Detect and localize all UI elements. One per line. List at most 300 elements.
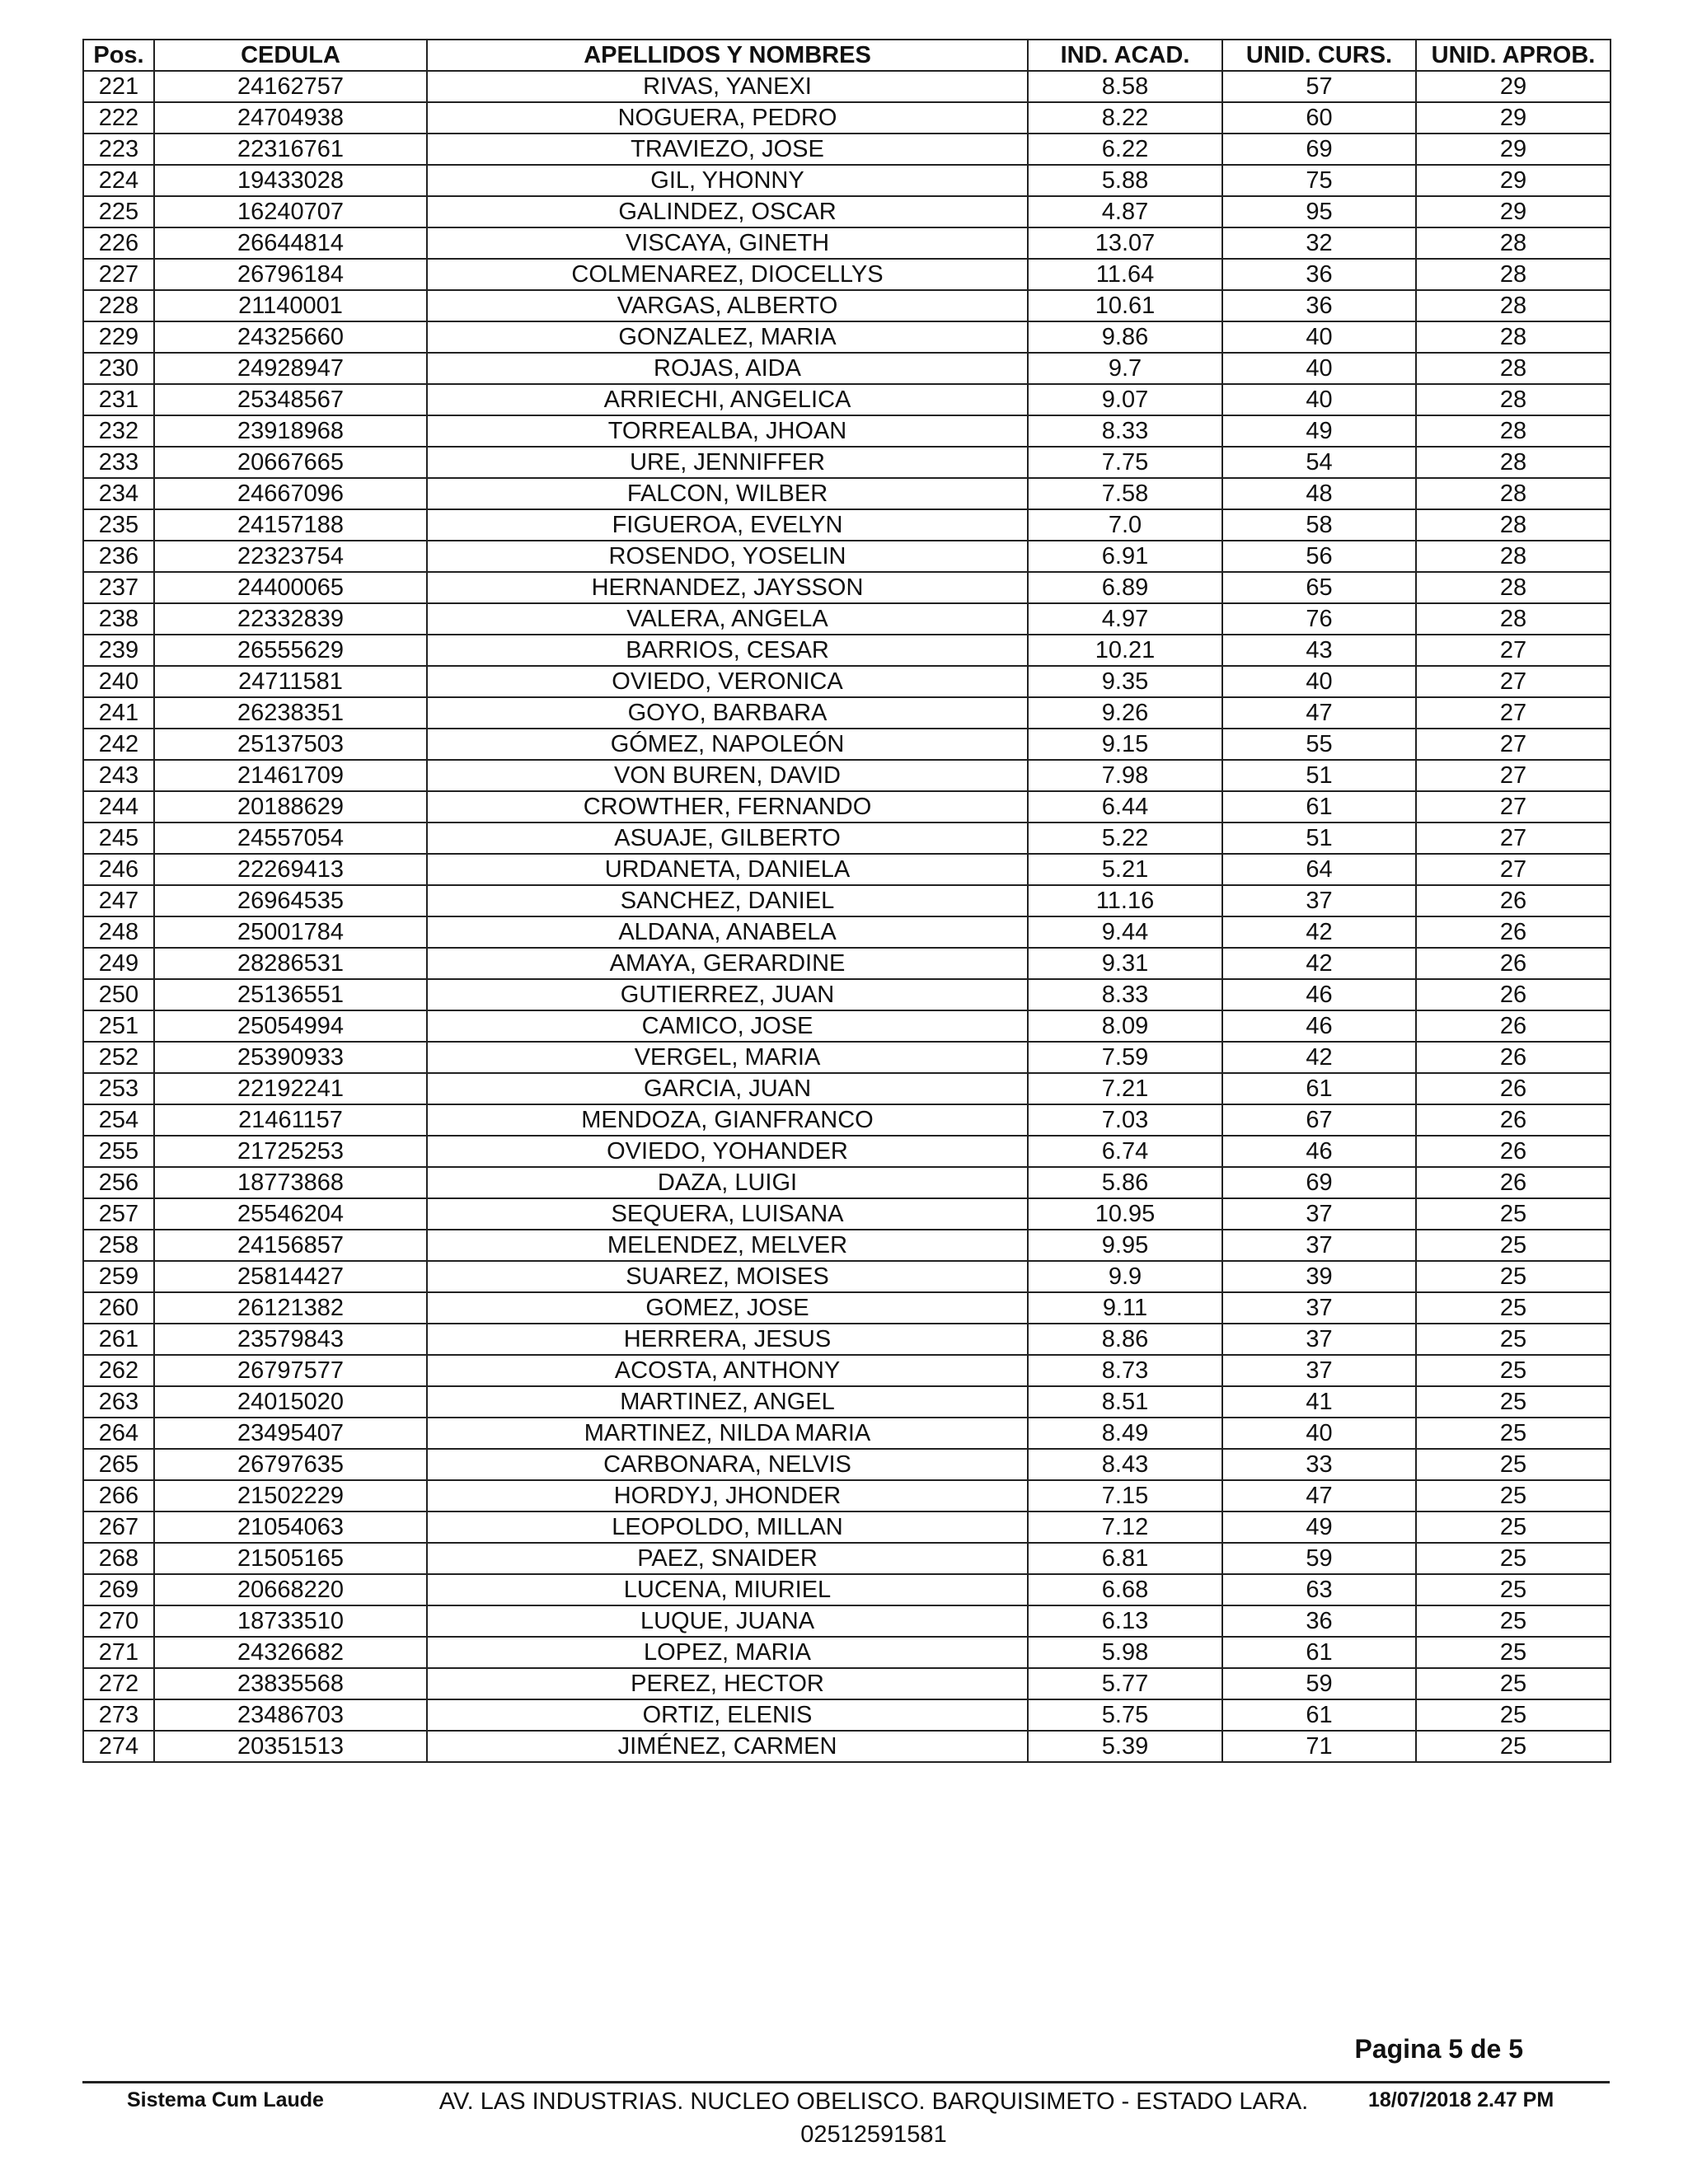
unid-curs-cell: 69 [1222, 134, 1416, 165]
table-row [83, 290, 1611, 321]
cedula-cell: 25348567 [154, 384, 427, 415]
table-row [83, 916, 1611, 948]
unid-aprob-cell: 25 [1416, 1605, 1611, 1637]
pos-cell: 264 [83, 1418, 154, 1449]
name-cell: GÓMEZ, NAPOLEÓN [427, 729, 1028, 760]
unid-curs-cell: 46 [1222, 1136, 1416, 1167]
ind-acad-cell: 9.7 [1028, 353, 1222, 384]
unid-aprob-cell: 26 [1416, 1010, 1611, 1042]
unid-curs-cell: 76 [1222, 603, 1416, 635]
pos-cell: 260 [83, 1292, 154, 1324]
pos-cell: 262 [83, 1355, 154, 1386]
pos-cell: 242 [83, 729, 154, 760]
cedula-cell: 19433028 [154, 165, 427, 196]
ind-acad-cell: 8.33 [1028, 979, 1222, 1010]
cedula-cell: 25390933 [154, 1042, 427, 1073]
unid-aprob-cell: 25 [1416, 1292, 1611, 1324]
ind-acad-cell: 7.12 [1028, 1511, 1222, 1543]
unid-curs-cell: 46 [1222, 1010, 1416, 1042]
cedula-cell: 26644814 [154, 227, 427, 259]
name-cell: VISCAYA, GINETH [427, 227, 1028, 259]
pos-cell: 230 [83, 353, 154, 384]
system-name: Sistema Cum Laude [127, 2088, 324, 2111]
ind-acad-cell: 8.51 [1028, 1386, 1222, 1418]
ind-acad-cell: 7.59 [1028, 1042, 1222, 1073]
unid-curs-cell: 36 [1222, 1605, 1416, 1637]
unid-curs-cell: 46 [1222, 979, 1416, 1010]
unid-curs-cell: 47 [1222, 697, 1416, 729]
page-number: Pagina 5 de 5 [1354, 2034, 1523, 2064]
student-ranking-table [82, 39, 1611, 1763]
name-cell: ROJAS, AIDA [427, 353, 1028, 384]
ind-acad-cell: 5.75 [1028, 1699, 1222, 1731]
name-cell: TRAVIEZO, JOSE [427, 134, 1028, 165]
pos-cell: 225 [83, 196, 154, 227]
unid-curs-cell: 56 [1222, 541, 1416, 572]
pos-cell: 231 [83, 384, 154, 415]
name-cell: PEREZ, HECTOR [427, 1668, 1028, 1699]
name-cell: GOMEZ, JOSE [427, 1292, 1028, 1324]
table-row [83, 854, 1611, 885]
name-cell: ORTIZ, ELENIS [427, 1699, 1028, 1731]
pos-cell: 235 [83, 509, 154, 541]
unid-curs-cell: 59 [1222, 1668, 1416, 1699]
name-cell: GIL, YHONNY [427, 165, 1028, 196]
unid-aprob-cell: 25 [1416, 1418, 1611, 1449]
table-row [83, 729, 1611, 760]
pos-cell: 248 [83, 916, 154, 948]
table-row [83, 1511, 1611, 1543]
cedula-cell: 26964535 [154, 885, 427, 916]
table-row [83, 1292, 1611, 1324]
unid-aprob-cell: 27 [1416, 791, 1611, 823]
unid-curs-cell: 36 [1222, 290, 1416, 321]
cedula-cell: 26796184 [154, 259, 427, 290]
pos-cell: 261 [83, 1324, 154, 1355]
unid-aprob-cell: 28 [1416, 415, 1611, 447]
ind-acad-cell: 8.09 [1028, 1010, 1222, 1042]
ind-acad-cell: 6.44 [1028, 791, 1222, 823]
unid-aprob-cell: 26 [1416, 979, 1611, 1010]
unid-aprob-cell: 29 [1416, 165, 1611, 196]
pos-cell: 270 [83, 1605, 154, 1637]
ind-acad-cell: 9.35 [1028, 666, 1222, 697]
pos-cell: 273 [83, 1699, 154, 1731]
cedula-cell: 24157188 [154, 509, 427, 541]
ind-acad-cell: 6.13 [1028, 1605, 1222, 1637]
unid-curs-cell: 64 [1222, 854, 1416, 885]
cedula-cell: 25136551 [154, 979, 427, 1010]
unid-curs-cell: 37 [1222, 1198, 1416, 1230]
ind-acad-cell: 8.33 [1028, 415, 1222, 447]
ind-acad-cell: 8.58 [1028, 71, 1222, 102]
pos-cell: 224 [83, 165, 154, 196]
ind-acad-cell: 9.11 [1028, 1292, 1222, 1324]
pos-cell: 227 [83, 259, 154, 290]
cedula-cell: 26121382 [154, 1292, 427, 1324]
pos-cell: 259 [83, 1261, 154, 1292]
ind-acad-cell: 8.49 [1028, 1418, 1222, 1449]
cedula-cell: 22269413 [154, 854, 427, 885]
table-row [83, 165, 1611, 196]
pos-cell: 268 [83, 1543, 154, 1574]
pos-cell: 228 [83, 290, 154, 321]
table-row [83, 1605, 1611, 1637]
pos-cell: 274 [83, 1731, 154, 1762]
name-cell: NOGUERA, PEDRO [427, 102, 1028, 134]
unid-curs-cell: 37 [1222, 1324, 1416, 1355]
pos-cell: 246 [83, 854, 154, 885]
cedula-cell: 20188629 [154, 791, 427, 823]
table-row [83, 541, 1611, 572]
cedula-cell: 26555629 [154, 635, 427, 666]
footer-address-block [396, 2085, 1352, 2151]
ind-acad-cell: 10.21 [1028, 635, 1222, 666]
unid-curs-cell: 49 [1222, 415, 1416, 447]
unid-curs-cell: 75 [1222, 165, 1416, 196]
unid-curs-cell: 55 [1222, 729, 1416, 760]
ind-acad-cell: 9.9 [1028, 1261, 1222, 1292]
name-cell: GARCIA, JUAN [427, 1073, 1028, 1104]
table-row [83, 1261, 1611, 1292]
unid-aprob-cell: 25 [1416, 1543, 1611, 1574]
ind-acad-cell: 8.86 [1028, 1324, 1222, 1355]
cedula-cell: 24325660 [154, 321, 427, 353]
ind-acad-cell: 8.73 [1028, 1355, 1222, 1386]
ind-acad-cell: 9.31 [1028, 948, 1222, 979]
name-cell: GONZALEZ, MARIA [427, 321, 1028, 353]
name-cell: ACOSTA, ANTHONY [427, 1355, 1028, 1386]
table-row [83, 1449, 1611, 1480]
table-row [83, 1230, 1611, 1261]
cedula-cell: 24326682 [154, 1637, 427, 1668]
unid-aprob-cell: 26 [1416, 948, 1611, 979]
cedula-cell: 25054994 [154, 1010, 427, 1042]
unid-curs-cell: 37 [1222, 1355, 1416, 1386]
table-row [83, 134, 1611, 165]
name-cell: CAMICO, JOSE [427, 1010, 1028, 1042]
pos-cell: 272 [83, 1668, 154, 1699]
cedula-cell: 22332839 [154, 603, 427, 635]
ind-acad-cell: 4.97 [1028, 603, 1222, 635]
cedula-cell: 23835568 [154, 1668, 427, 1699]
pos-cell: 267 [83, 1511, 154, 1543]
table-row [83, 1543, 1611, 1574]
ind-acad-cell: 6.91 [1028, 541, 1222, 572]
unid-curs-cell: 69 [1222, 1167, 1416, 1198]
table-row [83, 572, 1611, 603]
ind-acad-cell: 10.95 [1028, 1198, 1222, 1230]
unid-aprob-cell: 28 [1416, 259, 1611, 290]
cedula-cell: 24015020 [154, 1386, 427, 1418]
name-cell: MELENDEZ, MELVER [427, 1230, 1028, 1261]
cedula-cell: 24667096 [154, 478, 427, 509]
unid-aprob-cell: 26 [1416, 1073, 1611, 1104]
name-cell: GOYO, BARBARA [427, 697, 1028, 729]
unid-curs-cell: 36 [1222, 259, 1416, 290]
unid-curs-cell: 58 [1222, 509, 1416, 541]
cedula-cell: 21502229 [154, 1480, 427, 1511]
unid-curs-cell: 61 [1222, 791, 1416, 823]
header-nombres: APELLIDOS Y NOMBRES [427, 40, 1028, 71]
pos-cell: 229 [83, 321, 154, 353]
unid-curs-cell: 65 [1222, 572, 1416, 603]
unid-aprob-cell: 27 [1416, 760, 1611, 791]
ind-acad-cell: 5.22 [1028, 823, 1222, 854]
table-row [83, 384, 1611, 415]
ind-acad-cell: 6.22 [1028, 134, 1222, 165]
unid-aprob-cell: 28 [1416, 541, 1611, 572]
cedula-cell: 26797577 [154, 1355, 427, 1386]
cedula-cell: 24704938 [154, 102, 427, 134]
unid-curs-cell: 40 [1222, 1418, 1416, 1449]
name-cell: PAEZ, SNAIDER [427, 1543, 1028, 1574]
pos-cell: 249 [83, 948, 154, 979]
cedula-cell: 24162757 [154, 71, 427, 102]
name-cell: ALDANA, ANABELA [427, 916, 1028, 948]
unid-curs-cell: 60 [1222, 102, 1416, 134]
cedula-cell: 23495407 [154, 1418, 427, 1449]
name-cell: ROSENDO, YOSELIN [427, 541, 1028, 572]
pos-cell: 223 [83, 134, 154, 165]
unid-aprob-cell: 26 [1416, 1136, 1611, 1167]
unid-curs-cell: 95 [1222, 196, 1416, 227]
name-cell: LUQUE, JUANA [427, 1605, 1028, 1637]
unid-curs-cell: 54 [1222, 447, 1416, 478]
pos-cell: 252 [83, 1042, 154, 1073]
unid-aprob-cell: 25 [1416, 1731, 1611, 1762]
pos-cell: 240 [83, 666, 154, 697]
unid-aprob-cell: 25 [1416, 1511, 1611, 1543]
unid-aprob-cell: 25 [1416, 1386, 1611, 1418]
pos-cell: 245 [83, 823, 154, 854]
unid-curs-cell: 41 [1222, 1386, 1416, 1418]
name-cell: FIGUEROA, EVELYN [427, 509, 1028, 541]
name-cell: GALINDEZ, OSCAR [427, 196, 1028, 227]
table-row [83, 321, 1611, 353]
table-row [83, 1167, 1611, 1198]
name-cell: MENDOZA, GIANFRANCO [427, 1104, 1028, 1136]
address: AV. LAS INDUSTRIAS. NUCLEO OBELISCO. BARQUISIMETO - ESTADO LARA. [438, 2088, 1309, 2115]
unid-curs-cell: 48 [1222, 478, 1416, 509]
table-row [83, 415, 1611, 447]
header-unid-curs: UNID. CURS. [1222, 40, 1416, 71]
cedula-cell: 25137503 [154, 729, 427, 760]
table-row [83, 1418, 1611, 1449]
ind-acad-cell: 6.68 [1028, 1574, 1222, 1605]
ind-acad-cell: 13.07 [1028, 227, 1222, 259]
cedula-cell: 23918968 [154, 415, 427, 447]
table-row [83, 948, 1611, 979]
table-row [83, 1386, 1611, 1418]
unid-aprob-cell: 28 [1416, 290, 1611, 321]
cedula-cell: 24400065 [154, 572, 427, 603]
unid-aprob-cell: 27 [1416, 823, 1611, 854]
name-cell: FALCON, WILBER [427, 478, 1028, 509]
header-row [83, 40, 1611, 71]
cedula-cell: 28286531 [154, 948, 427, 979]
cedula-cell: 24711581 [154, 666, 427, 697]
ind-acad-cell: 8.43 [1028, 1449, 1222, 1480]
unid-aprob-cell: 26 [1416, 1104, 1611, 1136]
table-row [83, 1668, 1611, 1699]
unid-aprob-cell: 27 [1416, 854, 1611, 885]
pos-cell: 257 [83, 1198, 154, 1230]
ind-acad-cell: 7.58 [1028, 478, 1222, 509]
ind-acad-cell: 8.22 [1028, 102, 1222, 134]
table-row [83, 478, 1611, 509]
ind-acad-cell: 11.16 [1028, 885, 1222, 916]
cedula-cell: 21505165 [154, 1543, 427, 1574]
cedula-cell: 21461709 [154, 760, 427, 791]
table-row [83, 635, 1611, 666]
cedula-cell: 23579843 [154, 1324, 427, 1355]
unid-curs-cell: 40 [1222, 666, 1416, 697]
unid-curs-cell: 32 [1222, 227, 1416, 259]
unid-aprob-cell: 25 [1416, 1198, 1611, 1230]
name-cell: VALERA, ANGELA [427, 603, 1028, 635]
unid-curs-cell: 42 [1222, 916, 1416, 948]
pos-cell: 239 [83, 635, 154, 666]
unid-curs-cell: 40 [1222, 353, 1416, 384]
unid-aprob-cell: 28 [1416, 572, 1611, 603]
table-row [83, 1574, 1611, 1605]
ind-acad-cell: 9.95 [1028, 1230, 1222, 1261]
pos-cell: 238 [83, 603, 154, 635]
table-body [83, 71, 1611, 1762]
ind-acad-cell: 10.61 [1028, 290, 1222, 321]
unid-aprob-cell: 28 [1416, 509, 1611, 541]
unid-aprob-cell: 26 [1416, 1042, 1611, 1073]
ind-acad-cell: 7.98 [1028, 760, 1222, 791]
unid-aprob-cell: 25 [1416, 1261, 1611, 1292]
name-cell: ASUAJE, GILBERTO [427, 823, 1028, 854]
header-unid-aprob: UNID. APROB. [1416, 40, 1611, 71]
cedula-cell: 20351513 [154, 1731, 427, 1762]
ind-acad-cell: 6.89 [1028, 572, 1222, 603]
name-cell: MARTINEZ, NILDA MARIA [427, 1418, 1028, 1449]
name-cell: OVIEDO, YOHANDER [427, 1136, 1028, 1167]
cedula-cell: 26797635 [154, 1449, 427, 1480]
pos-cell: 265 [83, 1449, 154, 1480]
unid-curs-cell: 40 [1222, 384, 1416, 415]
table-row [83, 603, 1611, 635]
ind-acad-cell: 5.88 [1028, 165, 1222, 196]
name-cell: COLMENAREZ, DIOCELLYS [427, 259, 1028, 290]
unid-aprob-cell: 25 [1416, 1699, 1611, 1731]
unid-aprob-cell: 27 [1416, 697, 1611, 729]
table-row [83, 1198, 1611, 1230]
unid-aprob-cell: 25 [1416, 1637, 1611, 1668]
pos-cell: 254 [83, 1104, 154, 1136]
table-row [83, 447, 1611, 478]
unid-aprob-cell: 27 [1416, 635, 1611, 666]
ind-acad-cell: 5.77 [1028, 1668, 1222, 1699]
name-cell: URDANETA, DANIELA [427, 854, 1028, 885]
unid-aprob-cell: 25 [1416, 1355, 1611, 1386]
name-cell: VON BUREN, DAVID [427, 760, 1028, 791]
name-cell: VERGEL, MARIA [427, 1042, 1028, 1073]
cedula-cell: 20668220 [154, 1574, 427, 1605]
ind-acad-cell: 6.81 [1028, 1543, 1222, 1574]
cedula-cell: 16240707 [154, 196, 427, 227]
cedula-cell: 26238351 [154, 697, 427, 729]
cedula-cell: 22192241 [154, 1073, 427, 1104]
cedula-cell: 22316761 [154, 134, 427, 165]
footer-divider [82, 2081, 1610, 2083]
ind-acad-cell: 7.75 [1028, 447, 1222, 478]
table-row [83, 1324, 1611, 1355]
table-row [83, 823, 1611, 854]
table-row [83, 697, 1611, 729]
unid-curs-cell: 59 [1222, 1543, 1416, 1574]
table-row [83, 1136, 1611, 1167]
name-cell: MARTINEZ, ANGEL [427, 1386, 1028, 1418]
unid-aprob-cell: 29 [1416, 196, 1611, 227]
name-cell: HORDYJ, JHONDER [427, 1480, 1028, 1511]
name-cell: SEQUERA, LUISANA [427, 1198, 1028, 1230]
cedula-cell: 21054063 [154, 1511, 427, 1543]
unid-curs-cell: 61 [1222, 1637, 1416, 1668]
cedula-cell: 21461157 [154, 1104, 427, 1136]
unid-curs-cell: 71 [1222, 1731, 1416, 1762]
name-cell: GUTIERREZ, JUAN [427, 979, 1028, 1010]
table-row [83, 1010, 1611, 1042]
name-cell: DAZA, LUIGI [427, 1167, 1028, 1198]
unid-curs-cell: 63 [1222, 1574, 1416, 1605]
ind-acad-cell: 6.74 [1028, 1136, 1222, 1167]
pos-cell: 266 [83, 1480, 154, 1511]
pos-cell: 271 [83, 1637, 154, 1668]
table-row [83, 1104, 1611, 1136]
table-row [83, 1699, 1611, 1731]
pos-cell: 241 [83, 697, 154, 729]
table-row [83, 259, 1611, 290]
unid-aprob-cell: 28 [1416, 227, 1611, 259]
name-cell: CROWTHER, FERNANDO [427, 791, 1028, 823]
name-cell: AMAYA, GERARDINE [427, 948, 1028, 979]
cedula-cell: 23486703 [154, 1699, 427, 1731]
unid-curs-cell: 51 [1222, 760, 1416, 791]
unid-curs-cell: 61 [1222, 1073, 1416, 1104]
unid-aprob-cell: 28 [1416, 353, 1611, 384]
unid-curs-cell: 33 [1222, 1449, 1416, 1480]
pos-cell: 253 [83, 1073, 154, 1104]
table-row [83, 666, 1611, 697]
ind-acad-cell: 4.87 [1028, 196, 1222, 227]
name-cell: RIVAS, YANEXI [427, 71, 1028, 102]
unid-aprob-cell: 26 [1416, 1167, 1611, 1198]
ind-acad-cell: 5.39 [1028, 1731, 1222, 1762]
name-cell: LOPEZ, MARIA [427, 1637, 1028, 1668]
table-row [83, 196, 1611, 227]
phone: 02512591581 [800, 2121, 947, 2148]
unid-curs-cell: 37 [1222, 1292, 1416, 1324]
cedula-cell: 22323754 [154, 541, 427, 572]
table-row [83, 885, 1611, 916]
ind-acad-cell: 7.15 [1028, 1480, 1222, 1511]
pos-cell: 226 [83, 227, 154, 259]
unid-aprob-cell: 25 [1416, 1449, 1611, 1480]
table-row [83, 71, 1611, 102]
table-row [83, 760, 1611, 791]
ind-acad-cell: 5.21 [1028, 854, 1222, 885]
header-pos: Pos. [83, 40, 154, 71]
table-row [83, 1355, 1611, 1386]
ind-acad-cell: 5.86 [1028, 1167, 1222, 1198]
unid-aprob-cell: 27 [1416, 666, 1611, 697]
table-row [83, 102, 1611, 134]
